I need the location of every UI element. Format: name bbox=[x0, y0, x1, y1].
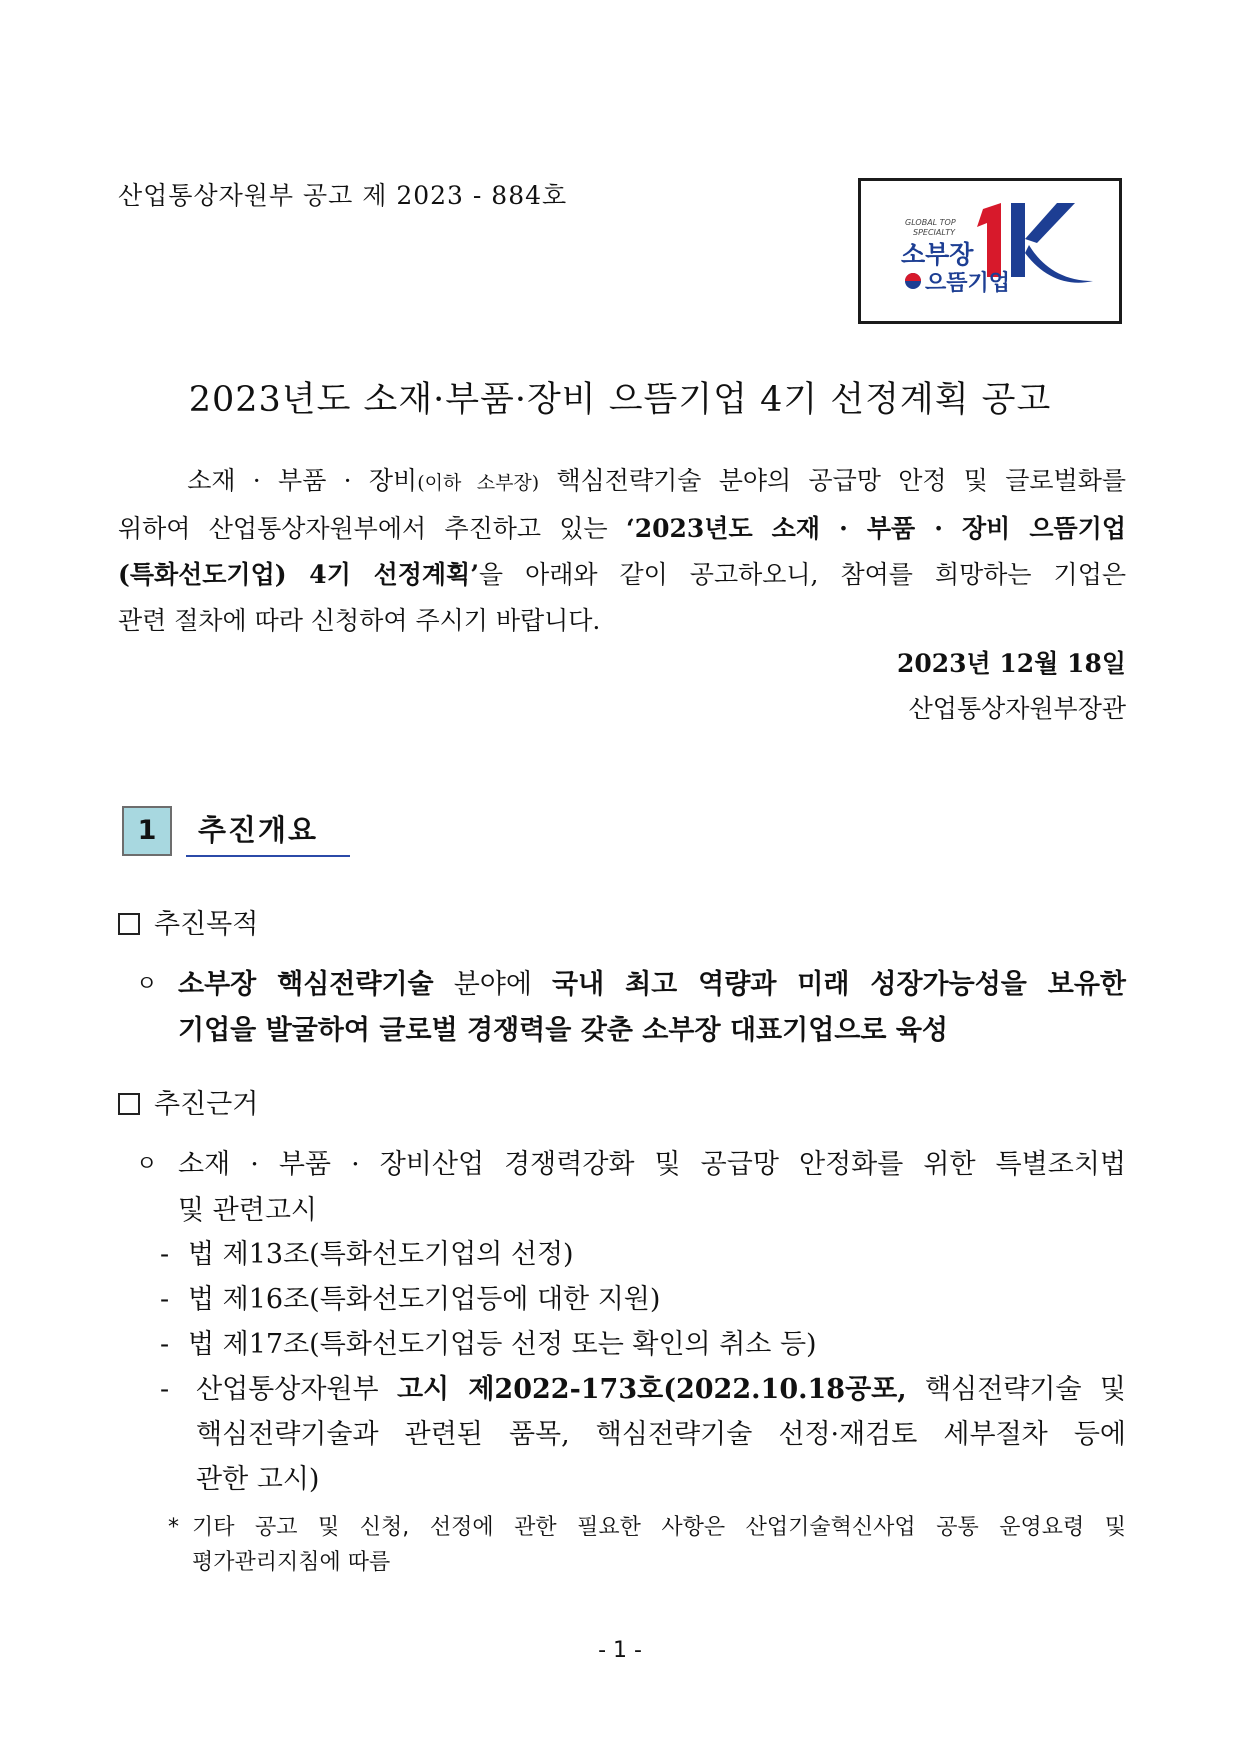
announcement-date: 2023년 12월 18일 bbox=[896, 649, 1126, 678]
document-title: 2023년도 소재·부품·장비 으뜸기업 4기 선정계획 공고 bbox=[188, 380, 1052, 420]
purpose-item: ㅇ 소부장 핵심전략기술 분야에 국내 최고 역량과 미래 성장가능성을 보유한 기업을 발굴하여 글로벌 경쟁력을 갖춘 소부장 대표기업으로 육성 bbox=[136, 962, 1126, 1054]
section-number-badge: 1 bbox=[122, 806, 172, 856]
logo-tagline-2: SPECIALTY bbox=[913, 228, 956, 237]
intro-paragraph: 소재 · 부품 · 장비(이하 소부장) 핵심전략기술 분야의 공급망 안정 및 글로벌화를 위하여 산업통상자원부에서 추진하고 있는 ‘2023년도 소재 · 부품 · 장비 으뜸기업 (특화선도기업) 4기 선정계획’을 아래와 같이 공고하오니, 참여를 희망하는 기업은 관련 절차에 따라 신청하여 주시기 바랍니다. bbox=[118, 466, 1126, 635]
notice-number: 산업통상자원부 공고 제 2023 - 884호 bbox=[118, 181, 568, 210]
section-title: 추진개요 bbox=[198, 813, 319, 847]
basis-heading: 추진근거 bbox=[118, 1082, 258, 1121]
checkbox-square-icon bbox=[118, 1093, 140, 1115]
logo-name-2: 으뜸기업 bbox=[925, 271, 1011, 296]
basis-law-item-1: - 법 제13조(특화선도기업의 선정) bbox=[160, 1239, 574, 1270]
basis-notice-item: - 산업통상자원부 고시 제2022-173호(2022.10.18공포, 핵심전략기술 및 핵심전략기술과 관련된 품목, 핵심전략기술 선정·재검토 세부절차 등에 관한 고시) bbox=[160, 1374, 1127, 1495]
issuer: 산업통상자원부장관 bbox=[908, 694, 1126, 723]
logo-tagline-1: GLOBAL TOP bbox=[905, 218, 956, 227]
basis-law-item-2: - 법 제16조(특화선도기업등에 대한 지원) bbox=[160, 1284, 661, 1315]
bullet-circle-icon: ㅇ bbox=[136, 1152, 158, 1177]
sobujang-logo-mark bbox=[861, 181, 1119, 321]
bullet-circle-icon: ㅇ bbox=[136, 972, 158, 997]
logo-one-stroke bbox=[977, 203, 1001, 277]
page-number: - 1 - bbox=[598, 1638, 642, 1663]
basis-item: ㅇ 소재 · 부품 · 장비산업 경쟁력강화 및 공급망 안정화를 위한 특별조치법 및 관련고시 bbox=[136, 1142, 1126, 1234]
section-underline bbox=[186, 855, 350, 857]
footnote: * 기타 공고 및 신청, 선정에 관한 필요한 사항은 산업기술혁신사업 공통 운영요령 및 평가관리지침에 따름 bbox=[168, 1515, 1126, 1575]
purpose-heading: 추진목적 bbox=[118, 902, 258, 941]
checkbox-square-icon bbox=[118, 913, 140, 935]
sobujang-logo bbox=[858, 178, 1122, 324]
logo-name-1: 소부장 bbox=[901, 240, 974, 269]
basis-law-item-3: - 법 제17조(특화선도기업등 선정 또는 확인의 취소 등) bbox=[160, 1329, 817, 1360]
